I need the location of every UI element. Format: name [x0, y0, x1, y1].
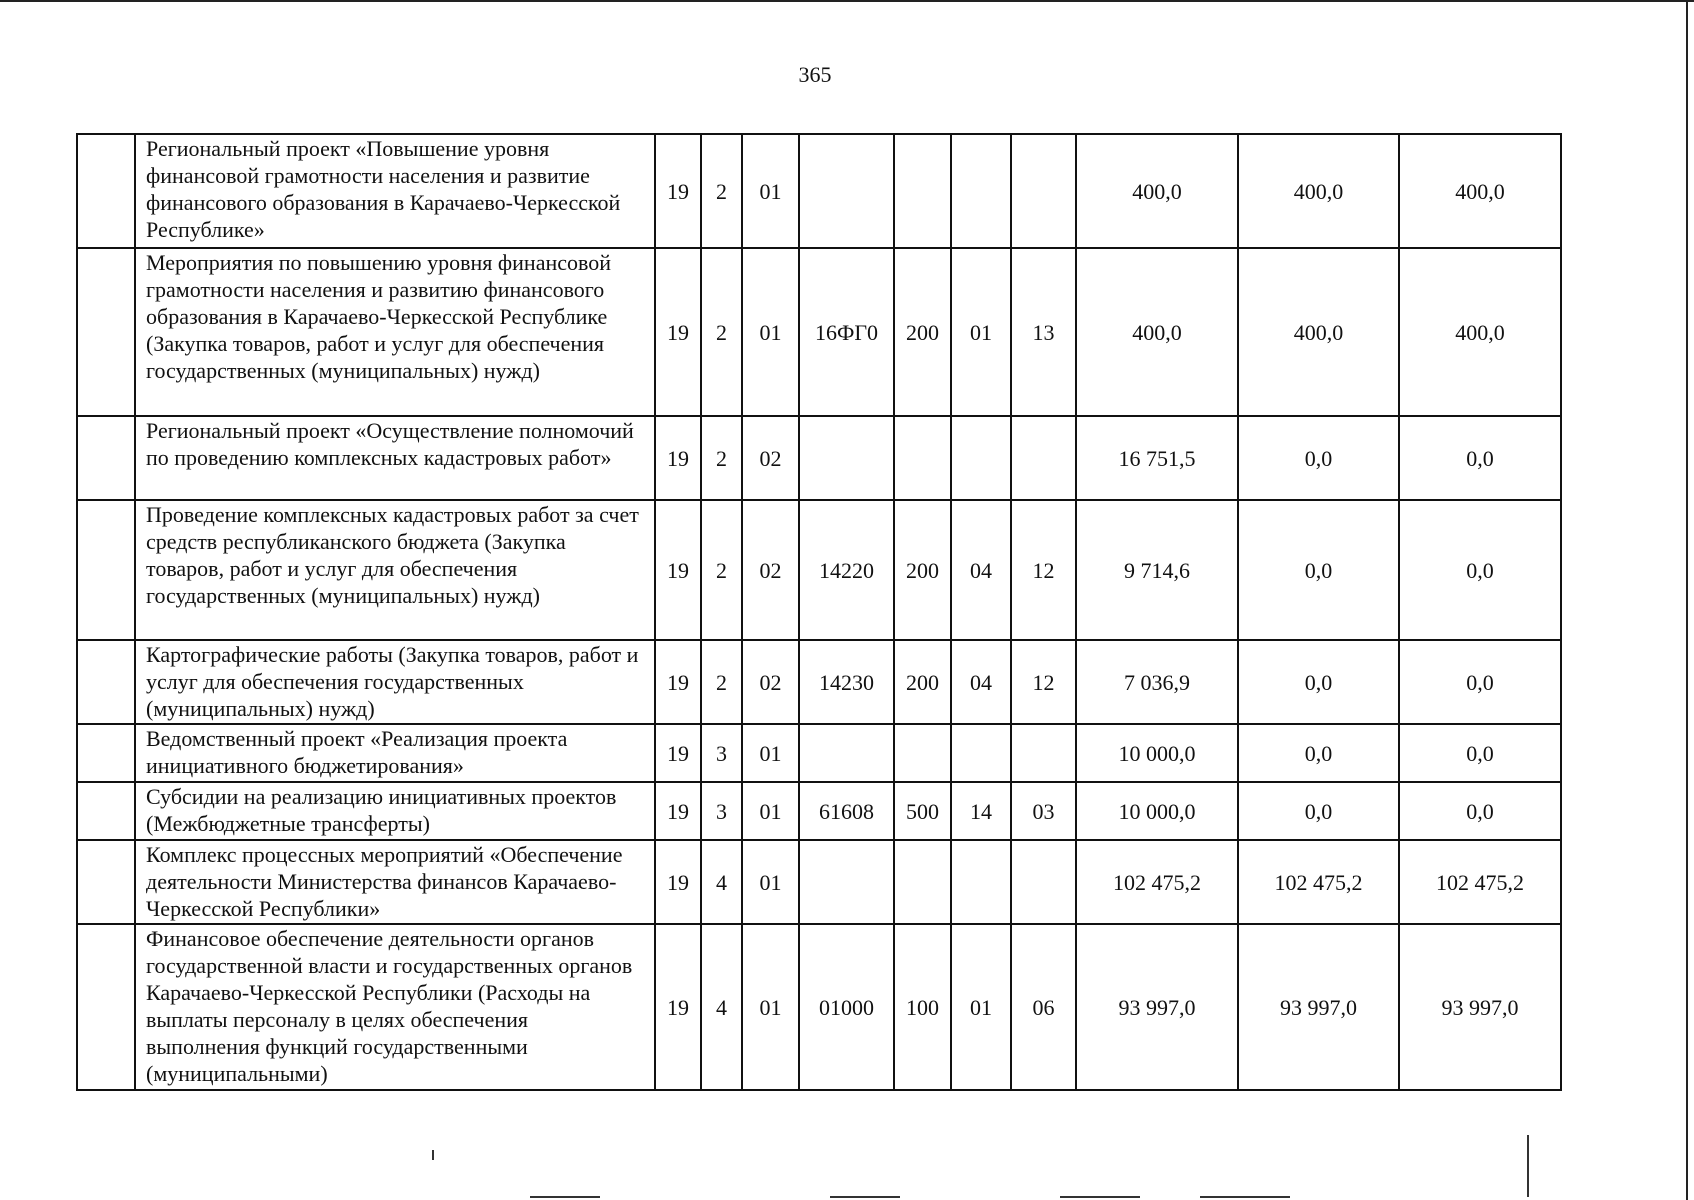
program-code-cell: 19 — [655, 134, 701, 248]
amount-year2-cell: 0,0 — [1238, 416, 1399, 500]
expense-type-cell: 100 — [894, 924, 951, 1090]
project-code-cell: 01 — [742, 840, 799, 924]
row-number-cell — [77, 134, 135, 248]
subprogram-code-cell: 4 — [701, 840, 742, 924]
amount-year3-cell: 102 475,2 — [1399, 840, 1561, 924]
expense-type-cell — [894, 840, 951, 924]
subsection-cell — [1011, 840, 1076, 924]
program-code-cell: 19 — [655, 248, 701, 416]
amount-year1-cell: 7 036,9 — [1076, 640, 1238, 724]
expense-type-cell — [894, 416, 951, 500]
direction-code-cell: 14230 — [799, 640, 894, 724]
scan-artifact — [432, 1150, 434, 1160]
amount-year3-cell: 400,0 — [1399, 248, 1561, 416]
program-code-cell: 19 — [655, 640, 701, 724]
scan-artifact — [1200, 1196, 1290, 1198]
amount-year2-cell: 400,0 — [1238, 248, 1399, 416]
description-cell: Мероприятия по повышению уровня финансовой грамотности населения и развитию финансового образования в Карачаево-Черкесской Республике (Закупка товаров, работ и услуг для обеспечения государственных (муниципальных) нужд) — [135, 248, 655, 416]
row-number-cell — [77, 640, 135, 724]
table-row — [77, 724, 1561, 782]
subsection-cell: 03 — [1011, 782, 1076, 840]
subprogram-code-cell: 2 — [701, 416, 742, 500]
section-cell: 01 — [951, 248, 1011, 416]
direction-code-cell — [799, 840, 894, 924]
amount-year1-cell: 16 751,5 — [1076, 416, 1238, 500]
table-row — [77, 416, 1561, 500]
amount-year3-cell: 400,0 — [1399, 134, 1561, 248]
amount-year3-cell: 0,0 — [1399, 640, 1561, 724]
description-cell: Комплекс процессных мероприятий «Обеспечение деятельности Министерства финансов Карачаево-Черкесской Республики» — [135, 840, 655, 924]
row-number-cell — [77, 924, 135, 1090]
amount-year1-cell: 10 000,0 — [1076, 782, 1238, 840]
project-code-cell: 02 — [742, 416, 799, 500]
row-number-cell — [77, 724, 135, 782]
row-number-cell — [77, 840, 135, 924]
amount-year1-cell: 400,0 — [1076, 248, 1238, 416]
page-border-top — [0, 0, 1694, 2]
project-code-cell: 02 — [742, 500, 799, 640]
section-cell: 14 — [951, 782, 1011, 840]
expense-type-cell: 200 — [894, 500, 951, 640]
project-code-cell: 01 — [742, 924, 799, 1090]
program-code-cell: 19 — [655, 724, 701, 782]
subprogram-code-cell: 3 — [701, 782, 742, 840]
subprogram-code-cell: 2 — [701, 500, 742, 640]
expense-type-cell: 200 — [894, 248, 951, 416]
direction-code-cell — [799, 724, 894, 782]
direction-code-cell: 16ФГ0 — [799, 248, 894, 416]
amount-year1-cell: 10 000,0 — [1076, 724, 1238, 782]
row-number-cell — [77, 416, 135, 500]
subsection-cell — [1011, 724, 1076, 782]
direction-code-cell — [799, 416, 894, 500]
amount-year2-cell: 102 475,2 — [1238, 840, 1399, 924]
section-cell — [951, 724, 1011, 782]
expense-type-cell: 500 — [894, 782, 951, 840]
expense-type-cell — [894, 724, 951, 782]
subprogram-code-cell: 2 — [701, 248, 742, 416]
program-code-cell: 19 — [655, 782, 701, 840]
section-cell — [951, 840, 1011, 924]
subsection-cell: 13 — [1011, 248, 1076, 416]
amount-year1-cell: 400,0 — [1076, 134, 1238, 248]
description-cell: Картографические работы (Закупка товаров, работ и услуг для обеспечения государственных (муниципальных) нужд) — [135, 640, 655, 724]
expense-type-cell — [894, 134, 951, 248]
amount-year3-cell: 0,0 — [1399, 416, 1561, 500]
description-cell: Ведомственный проект «Реализация проекта инициативного бюджетирования» — [135, 724, 655, 782]
amount-year3-cell: 0,0 — [1399, 724, 1561, 782]
section-cell — [951, 416, 1011, 500]
subsection-cell: 12 — [1011, 500, 1076, 640]
scan-artifact — [830, 1196, 900, 1198]
row-number-cell — [77, 782, 135, 840]
project-code-cell: 02 — [742, 640, 799, 724]
scan-artifact — [1527, 1135, 1529, 1197]
amount-year1-cell: 93 997,0 — [1076, 924, 1238, 1090]
direction-code-cell — [799, 134, 894, 248]
scan-artifact — [1060, 1196, 1140, 1198]
description-cell: Региональный проект «Повышение уровня финансовой грамотности населения и развитие финансового образования в Карачаево-Черкесской Республике» — [135, 134, 655, 248]
section-cell — [951, 134, 1011, 248]
direction-code-cell: 01000 — [799, 924, 894, 1090]
table-row — [77, 640, 1561, 724]
program-code-cell: 19 — [655, 416, 701, 500]
table-row — [77, 924, 1561, 1090]
direction-code-cell: 14220 — [799, 500, 894, 640]
amount-year2-cell: 0,0 — [1238, 724, 1399, 782]
page-number: 365 — [798, 62, 832, 87]
amount-year3-cell: 0,0 — [1399, 782, 1561, 840]
amount-year2-cell: 0,0 — [1238, 500, 1399, 640]
table-row — [77, 500, 1561, 640]
scan-artifact — [530, 1196, 600, 1198]
budget-table — [76, 133, 1562, 1091]
subprogram-code-cell: 4 — [701, 924, 742, 1090]
amount-year1-cell: 102 475,2 — [1076, 840, 1238, 924]
row-number-cell — [77, 500, 135, 640]
table-row — [77, 782, 1561, 840]
program-code-cell: 19 — [655, 924, 701, 1090]
project-code-cell: 01 — [742, 724, 799, 782]
description-cell: Проведение комплексных кадастровых работ за счет средств республиканского бюджета (Закупка товаров, работ и услуг для обеспечения государственных (муниципальных) нужд) — [135, 500, 655, 640]
project-code-cell: 01 — [742, 782, 799, 840]
amount-year2-cell: 0,0 — [1238, 782, 1399, 840]
subprogram-code-cell: 3 — [701, 724, 742, 782]
section-cell: 04 — [951, 640, 1011, 724]
amount-year1-cell: 9 714,6 — [1076, 500, 1238, 640]
row-number-cell — [77, 248, 135, 416]
table-row — [77, 134, 1561, 248]
table-row — [77, 248, 1561, 416]
direction-code-cell: 61608 — [799, 782, 894, 840]
program-code-cell: 19 — [655, 500, 701, 640]
subprogram-code-cell: 2 — [701, 640, 742, 724]
table-row — [77, 840, 1561, 924]
subsection-cell — [1011, 134, 1076, 248]
section-cell: 04 — [951, 500, 1011, 640]
amount-year2-cell: 400,0 — [1238, 134, 1399, 248]
expense-type-cell: 200 — [894, 640, 951, 724]
amount-year2-cell: 0,0 — [1238, 640, 1399, 724]
program-code-cell: 19 — [655, 840, 701, 924]
description-cell: Финансовое обеспечение деятельности органов государственной власти и государственных органов Карачаево-Черкесской Республики (Расходы на выплаты персоналу в целях обеспечения выполнения функций государственными (муниципальными) — [135, 924, 655, 1090]
amount-year3-cell: 93 997,0 — [1399, 924, 1561, 1090]
amount-year3-cell: 0,0 — [1399, 500, 1561, 640]
subsection-cell: 06 — [1011, 924, 1076, 1090]
subsection-cell: 12 — [1011, 640, 1076, 724]
section-cell: 01 — [951, 924, 1011, 1090]
project-code-cell: 01 — [742, 248, 799, 416]
description-cell: Субсидии на реализацию инициативных проектов (Межбюджетные трансферты) — [135, 782, 655, 840]
description-cell: Региональный проект «Осуществление полномочий по проведению комплексных кадастровых работ» — [135, 416, 655, 500]
page-border-right — [1686, 0, 1688, 1200]
project-code-cell: 01 — [742, 134, 799, 248]
subsection-cell — [1011, 416, 1076, 500]
amount-year2-cell: 93 997,0 — [1238, 924, 1399, 1090]
subprogram-code-cell: 2 — [701, 134, 742, 248]
